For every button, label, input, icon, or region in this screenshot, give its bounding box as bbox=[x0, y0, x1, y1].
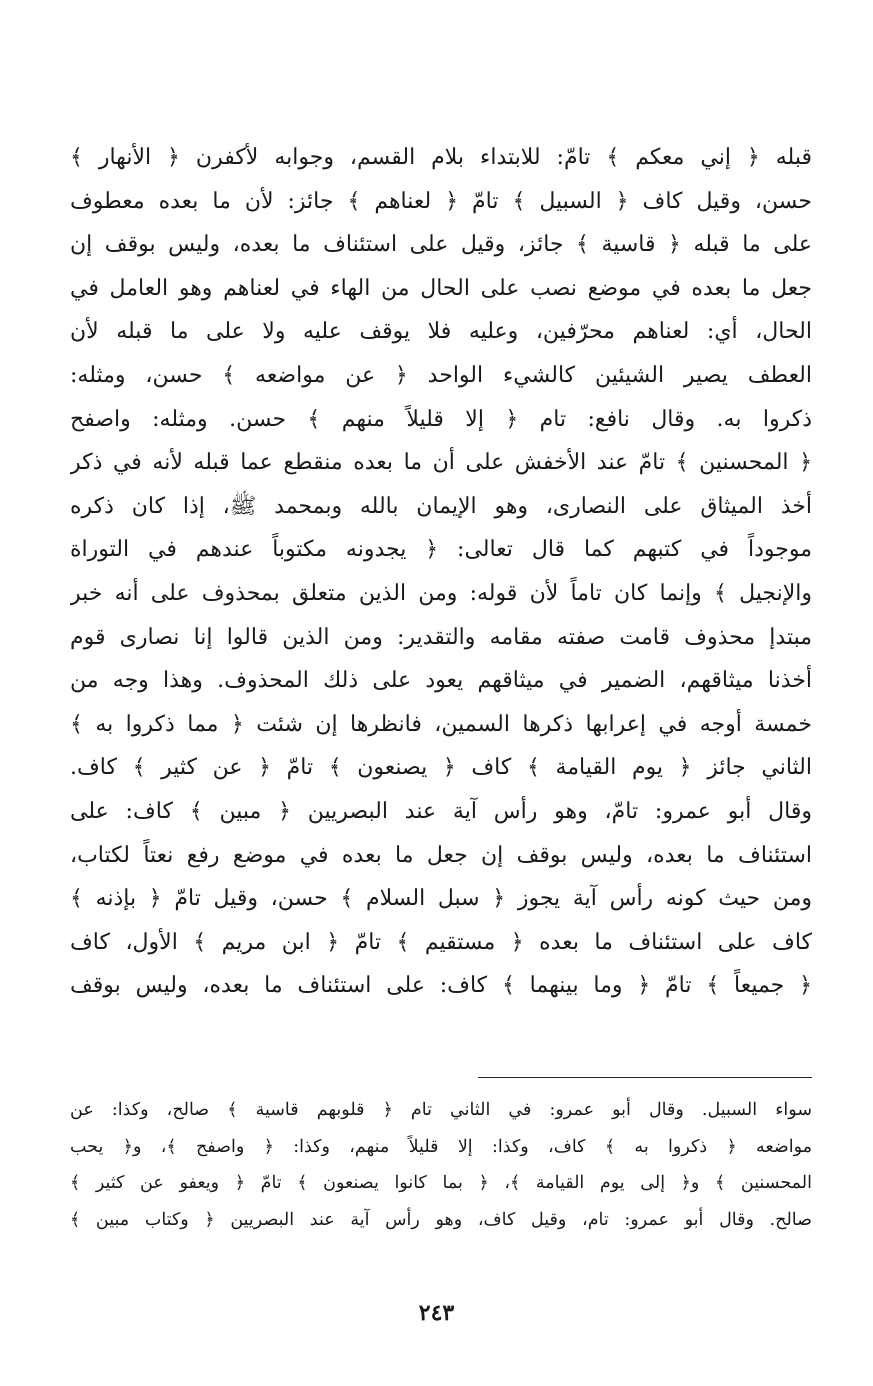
footnote-separator bbox=[478, 1077, 812, 1078]
text-line: خمسة أوجه في إعرابها ذكرها السمين، فانظرها إن شئت ﴿ مما ذكروا به ﴾ bbox=[70, 711, 812, 737]
text-line: أخذ الميثاق على النصارى، وهو الإيمان بالله وبمحمد ﷺ، إذا كان ذكره bbox=[70, 493, 812, 519]
page-number: ٢٤٣ bbox=[418, 1300, 455, 1326]
text-line: ﴿ جميعاً ﴾ تامّ ﴿ وما بينهما ﴾ كاف: على استئناف ما بعده، وليس بوقف bbox=[70, 973, 812, 999]
text-line: كاف على استئناف ما بعده ﴿ مستقيم ﴾ تامّ ﴿ ابن مريم ﴾ الأول، كاف bbox=[70, 929, 812, 955]
footnote-line: المحسنين ﴾ و﴿ إلى يوم القيامة ﴾، ﴿ بما كانوا يصنعون ﴾ تامّ ﴿ ويعفو عن كثير ﴾ bbox=[70, 1173, 812, 1193]
text-line: مبتدإ محذوف قامت صفته مقامه والتقدير: ومن الذين قالوا إنا نصارى قوم bbox=[70, 624, 812, 650]
text-line: استئناف ما بعده، وليس بوقف إن جعل ما بعده في موضع رفع نعتاً لكتاب، bbox=[70, 842, 812, 868]
text-line: قبله ﴿ إني معكم ﴾ تامّ: للابتداء بلام القسم، وجوابه لأكفرن ﴿ الأنهار ﴾ bbox=[70, 145, 812, 170]
text-line: العطف يصير الشيئين كالشيء الواحد ﴿ عن مواضعه ﴾ حسن، ومثله: bbox=[70, 362, 812, 388]
text-line: الثاني جائز ﴿ يوم القيامة ﴾ كاف ﴿ يصنعون ﴾ تامّ ﴿ عن كثير ﴾ كاف. bbox=[70, 755, 812, 781]
footnote-line: مواضعه ﴿ ذكروا به ﴾ كاف، وكذا: إلا قليلاً منهم، وكذا: ﴿ واصفح ﴾، و﴿ يحب bbox=[70, 1136, 812, 1157]
footnote-line: صالح. وقال أبو عمرو: تام، وقيل كاف، وهو رأس آية عند البصريين ﴿ وكتاب مبين ﴾ bbox=[70, 1209, 812, 1230]
text-line: الحال، أي: لعناهم محرّفين، وعليه فلا يوقف عليه ولا على ما قبله لأن bbox=[70, 319, 812, 345]
text-line: ومن حيث كونه رأس آية يجوز ﴿ سبل السلام ﴾ حسن، وقيل تامّ ﴿ بإذنه ﴾ bbox=[70, 886, 812, 912]
text-line: ذكروا به. وقال نافع: تام ﴿ إلا قليلاً منهم ﴾ حسن. ومثله: واصفح bbox=[70, 406, 812, 432]
text-line: حسن، وقيل كاف ﴿ السبيل ﴾ تامّ ﴿ لعناهم ﴾ جائز: لأن ما بعده معطوف bbox=[70, 188, 812, 214]
text-line: جعل ما بعده في موضع نصب على الحال من الهاء في لعناهم وهو العامل في bbox=[70, 275, 812, 301]
main-text-block bbox=[70, 136, 812, 1008]
text-line: وقال أبو عمرو: تامّ، وهو رأس آية عند البصريين ﴿ مبين ﴾ كاف: على bbox=[70, 798, 812, 824]
footnote-line: سواء السبيل. وقال أبو عمرو: في الثاني تام ﴿ قلوبهم قاسية ﴾ صالح، وكذا: عن bbox=[70, 1100, 812, 1120]
text-line: موجوداً في كتبهم كما قال تعالى: ﴿ يجدونه مكتوباً عندهم في التوراة bbox=[70, 537, 812, 563]
text-line: ﴿ المحسنين ﴾ تامّ عند الأخفش على أن ما بعده منقطع عما قبله لأنه في ذكر bbox=[70, 450, 812, 476]
text-line: والإنجيل ﴾ وإنما كان تاماً لأن قوله: ومن الذين متعلق بمحذوف على أنه خبر bbox=[70, 580, 812, 606]
footnote-block bbox=[70, 1092, 812, 1238]
text-line: أخذنا ميثاقهم، الضمير في ميثاقهم يعود على ذلك المحذوف. وهذا وجه من bbox=[70, 668, 812, 694]
text-line: على ما قبله ﴿ قاسية ﴾ جائز، وقيل على استئناف ما بعده، وليس بوقف إن bbox=[70, 232, 812, 258]
